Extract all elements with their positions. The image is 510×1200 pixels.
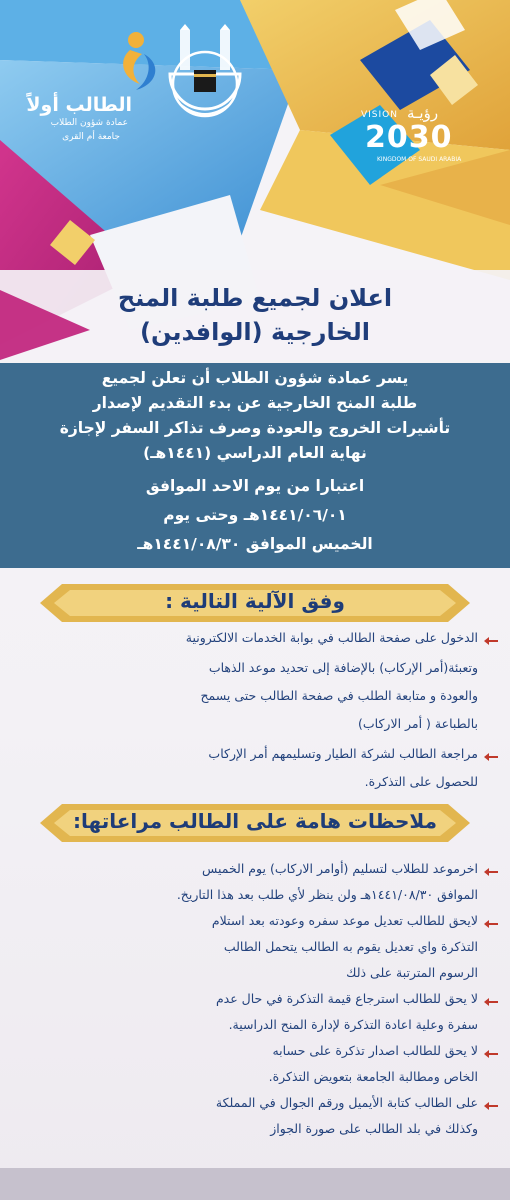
- bullet-arrow-icon: [484, 637, 498, 645]
- university-label: جامعة أم القرى: [62, 132, 120, 142]
- notes-line: اخرموعد للطلاب لتسليم (أوامر الاركاب) يوم الخميس: [202, 861, 478, 876]
- notes-line: سفرة وعلية اعادة التذكرة لإدارة المنح الدراسية.: [228, 1017, 478, 1032]
- notes-line: الرسوم المترتبة على ذلك: [346, 965, 478, 980]
- announcement-line: نهاية العام الدراسي (١٤٤١هـ): [143, 444, 367, 462]
- announcement-line: الخميس الموافق ١٤٤١/٠٨/٣٠هـ: [137, 535, 373, 553]
- students-first-logo: [18, 28, 168, 148]
- vision-ar-label: رؤيـة: [407, 104, 439, 122]
- bullet-arrow-icon: [484, 868, 498, 876]
- notes-line: لايحق للطالب تعديل موعد سفره وعودته بعد استلام: [211, 913, 478, 928]
- bullet-arrow-icon: [484, 998, 498, 1006]
- announcement-line: ١٤٤١/٠٦/٠١هـ وحتى يوم: [163, 506, 347, 524]
- bullet-arrow-icon: [484, 1102, 498, 1110]
- mechanism-heading: وفق الآلية التالية :: [165, 589, 345, 613]
- announcement-line: تأشيرات الخروج والعودة وصرف تذاكر السفر لإجازة: [59, 419, 451, 437]
- footer-band: [0, 1168, 510, 1200]
- notes-heading: ملاحظات هامة على الطالب مراعاتها:: [73, 809, 437, 833]
- deanship-label: عمادة شؤون الطلاب: [50, 118, 128, 128]
- notes-heading-ribbon: [40, 800, 470, 846]
- vision-kingdom-label: KINGDOM OF SAUDI ARABIA: [377, 156, 462, 163]
- notes-line: التذكرة واي تعديل يقوم به الطالب يتحمل الطالب: [223, 939, 478, 954]
- vision-en-label: VISION: [361, 110, 398, 120]
- bullet-arrow-icon: [484, 920, 498, 928]
- vision-2030-logo: [355, 100, 465, 170]
- mechanism-line: للحصول على التذكرة.: [364, 774, 478, 789]
- mechanism-line: والعودة و متابعة الطلب في صفحة الطالب حتى يسمح: [200, 688, 478, 703]
- announcement-line: يسر عمادة شؤون الطلاب أن تعلن لجميع: [101, 369, 409, 387]
- notes-line: على الطالب كتابة الأيميل ورقم الجوال في المملكة: [215, 1095, 478, 1110]
- university-emblem: [150, 24, 260, 134]
- vision-year: 2030: [365, 120, 453, 155]
- mechanism-line: بالطباعة ( أمر الاركاب): [358, 716, 478, 731]
- announcement-line: اعتبارا من يوم الاحد الموافق: [145, 477, 365, 495]
- notes-line: الخاص ومطالبة الجامعة بتعويض التذكرة.: [268, 1069, 478, 1084]
- students-first-emblem-icon: [18, 28, 168, 98]
- announcement-line: طلبة المنح الخارجية عن بدء التقديم لإصدار: [92, 394, 418, 412]
- notes-line: وكذلك في بلد الطالب على صورة الجواز: [270, 1121, 478, 1136]
- umm-al-qura-emblem-icon: [150, 24, 260, 134]
- notes-line: لا يحق للطالب اصدار تذكرة على حسابه: [272, 1043, 478, 1058]
- notes-line: الموافق ١٤٤١/٠٨/٣٠هـ ولن ينظر لأي طلب بعد هذا التاريخ.: [176, 887, 478, 902]
- mechanism-heading-ribbon: [40, 580, 470, 626]
- mechanism-line: وتعبئة(أمر الإركاب) بالإضافة إلى تحديد موعد الذهاب: [208, 660, 478, 675]
- mechanism-line: الدخول على صفحة الطالب في بوابة الخدمات الالكترونية: [185, 630, 478, 645]
- mechanism-line: مراجعة الطالب لشركة الطيار وتسليمهم أمر الإركاب: [208, 746, 478, 761]
- announcement-band: [0, 363, 510, 568]
- poster-title-line1: اعلان لجميع طلبة المنح: [117, 284, 393, 312]
- notes-line: لا يحق للطالب استرجاع قيمة التذكرة في حال عدم: [215, 991, 478, 1006]
- bullet-arrow-icon: [484, 1050, 498, 1058]
- students-first-title: الطالب أولاً: [26, 94, 132, 116]
- bullet-arrow-icon: [484, 753, 498, 761]
- poster-header: [0, 0, 510, 360]
- poster-title-line2: الخارجية (الوافدين): [139, 318, 370, 346]
